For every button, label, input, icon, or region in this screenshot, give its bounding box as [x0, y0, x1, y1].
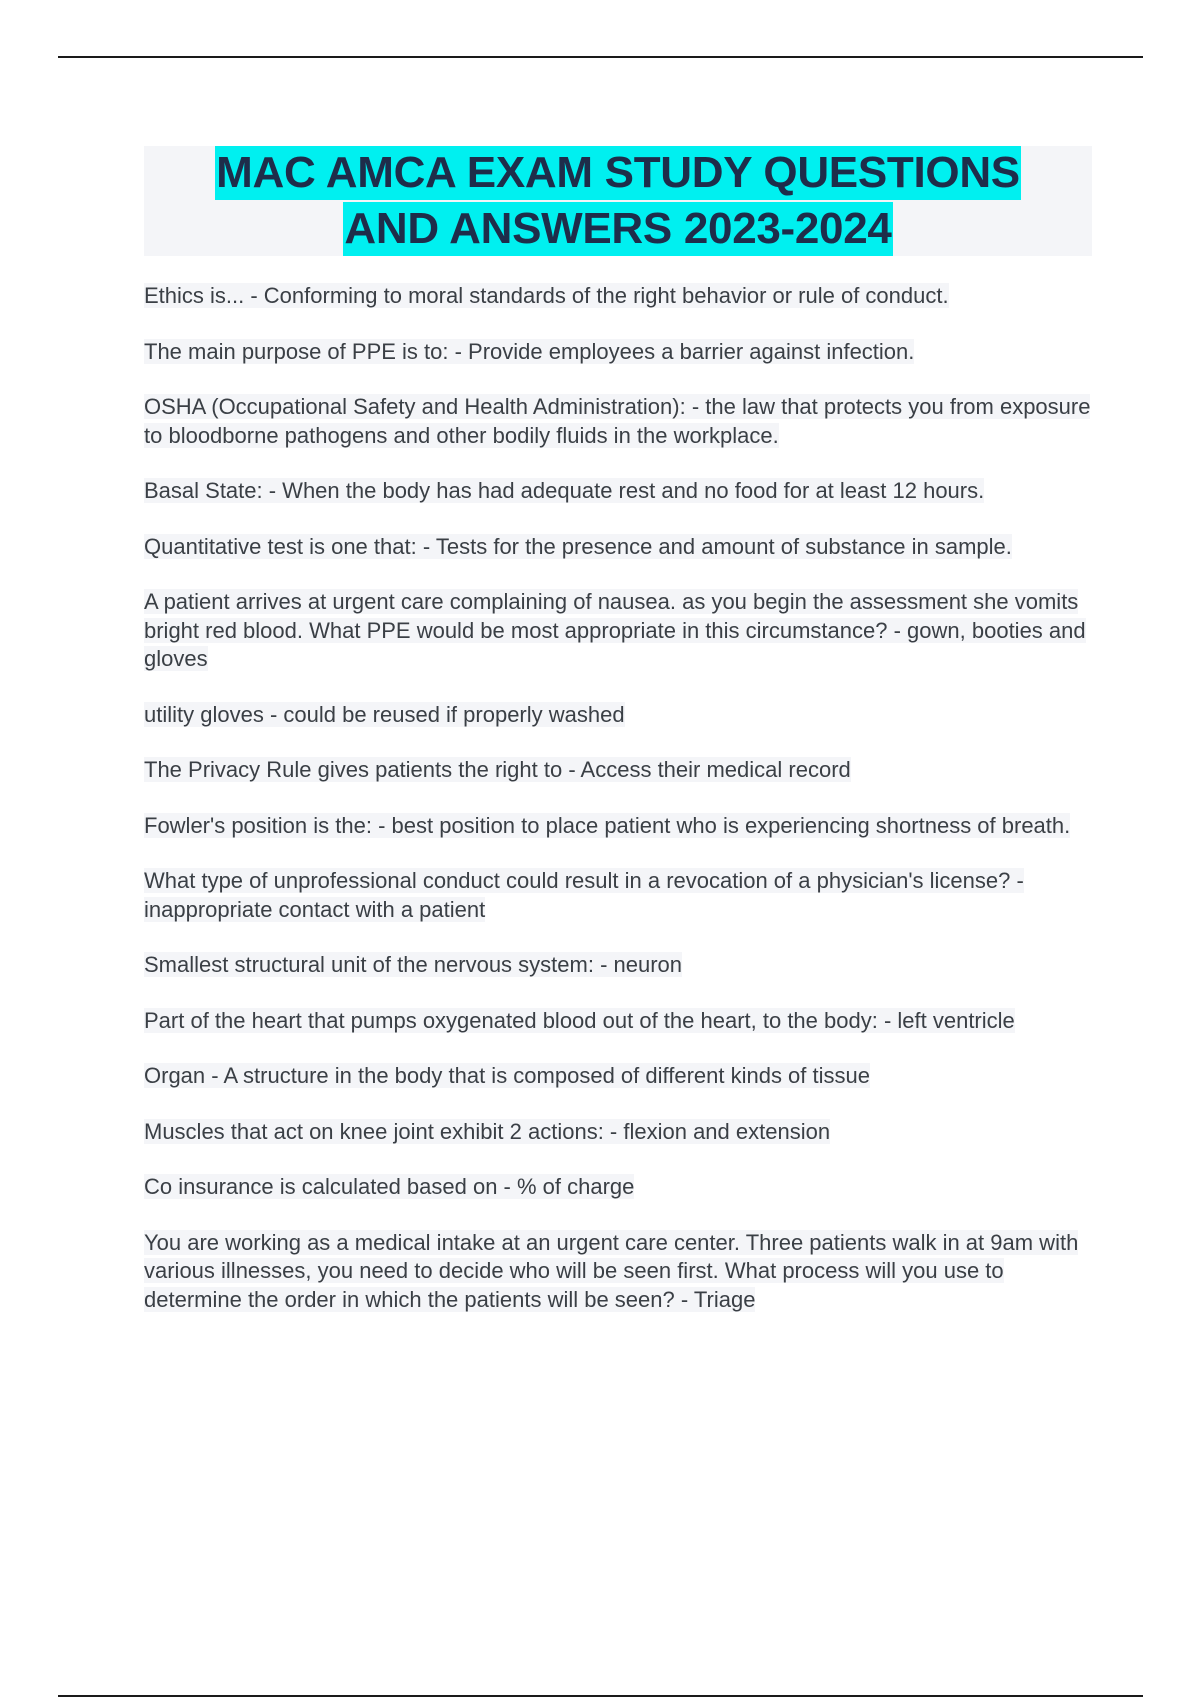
- qa-item: You are working as a medical intake at an urgent care center. Three patients walk in at 9am with various illnesses, you need to decide who will be seen first. What process will you use to determine the order in which the patients will be seen? - Triage: [144, 1229, 1079, 1312]
- bottom-divider: [58, 1695, 1143, 1697]
- qa-item: Basal State: - When the body has had adequate rest and no food for at least 12 hours.: [144, 478, 985, 503]
- title-line-2: AND ANSWERS 2023-2024: [343, 202, 892, 256]
- qa-item: Smallest structural unit of the nervous system: - neuron: [144, 952, 683, 977]
- qa-item: utility gloves - could be reused if properly washed: [144, 701, 625, 727]
- qa-item: Co insurance is calculated based on - % of charge: [144, 1174, 635, 1199]
- qa-item: A patient arrives at urgent care complaining of nausea. as you begin the assessment she vomits bright red blood. What PPE would be most appropriate in this circumstance? - gown, booties and gloves: [144, 589, 1086, 671]
- top-divider: [58, 56, 1143, 58]
- qa-item: Fowler's position is the: - best position to place patient who is experiencing shortness of breath.: [144, 812, 1071, 838]
- qa-item: Quantitative test is one that: - Tests for the presence and amount of substance in sample.: [144, 533, 1012, 559]
- qa-item: Organ - A structure in the body that is composed of different kinds of tissue: [144, 1063, 870, 1088]
- qa-item: Part of the heart that pumps oxygenated blood out of the heart, to the body: - left ventricle: [144, 1007, 1015, 1033]
- qa-item: Muscles that act on knee joint exhibit 2 actions: - flexion and extension: [144, 1118, 831, 1144]
- qa-item: OSHA (Occupational Safety and Health Administration): - the law that protects you from exposure to bloodborne pathogens and other bodily fluids in the workplace.: [144, 394, 1091, 448]
- qa-list: [144, 282, 1094, 1341]
- document-title: [144, 146, 1092, 256]
- qa-item: The Privacy Rule gives patients the right to - Access their medical record: [144, 757, 851, 782]
- qa-item: What type of unprofessional conduct could result in a revocation of a physician's license? - inappropriate contact with a patient: [144, 868, 1024, 922]
- title-line-1: MAC AMCA EXAM STUDY QUESTIONS: [215, 146, 1021, 200]
- qa-item: Ethics is... - Conforming to moral standards of the right behavior or rule of conduct.: [144, 283, 949, 308]
- qa-item: The main purpose of PPE is to: - Provide employees a barrier against infection.: [144, 338, 915, 364]
